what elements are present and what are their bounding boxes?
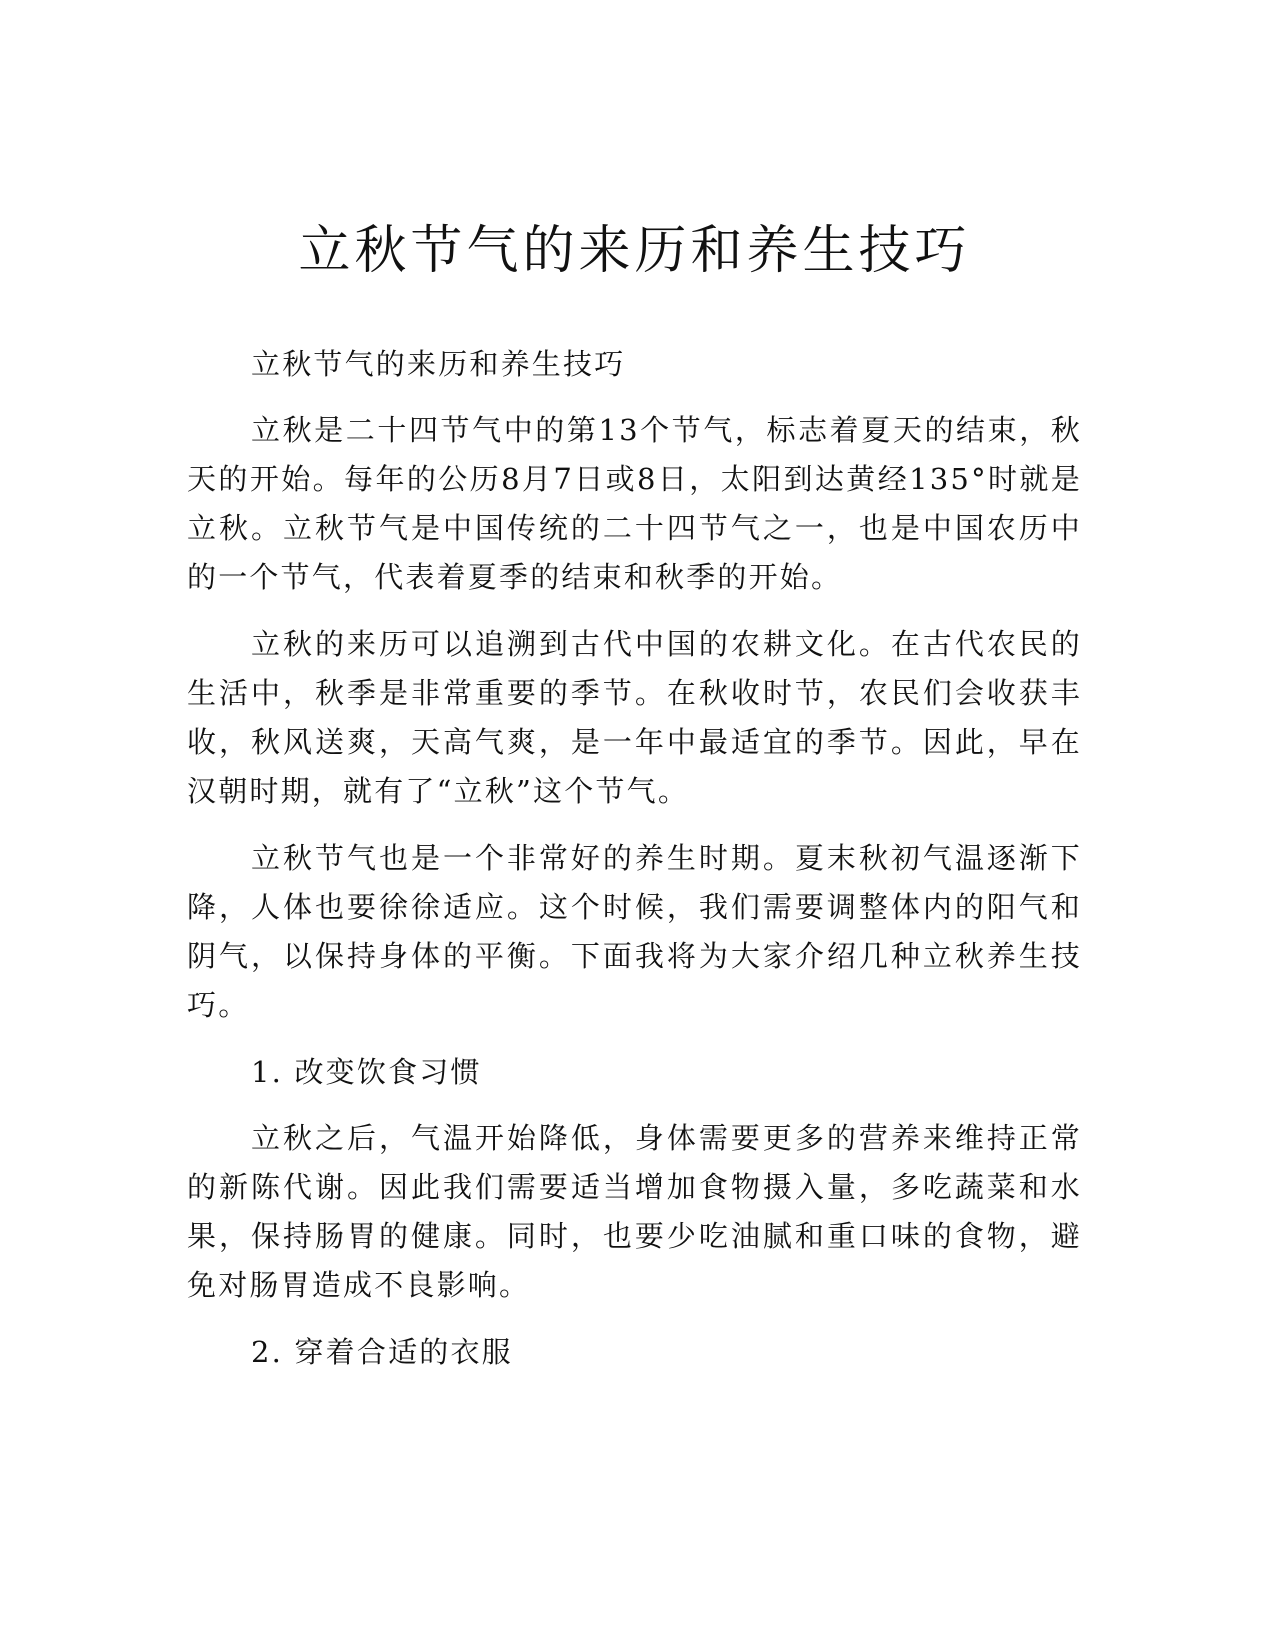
paragraph-origin: 立秋的来历可以追溯到古代中国的农耕文化。在古代农民的生活中，秋季是非常重要的季节。在秋收时节，农民们会收获丰收，秋风送爽，天高气爽，是一年中最适宜的季节。因此，早在汉朝时期，就有了“立秋”这个节气。 [187,627,1082,808]
paragraph-intro: 立秋是二十四节气中的第13个节气，标志着夏天的结束，秋天的开始。每年的公历8月7日或8日，太阳到达黄经135°时就是立秋。立秋节气是中国传统的二十四节气之一，也是中国农历中的一个节气，代表着夏季的结束和秋季的开始。 [187,413,1082,594]
paragraph-health-period: 立秋节气也是一个非常好的养生时期。夏末秋初气温逐渐下降，人体也要徐徐适应。这个时候，我们需要调整体内的阳气和阴气，以保持身体的平衡。下面我将为大家介绍几种立秋养生技巧。 [187,841,1082,1022]
tip-heading-clothing: 2. 穿着合适的衣服 [251,1335,513,1369]
tip-heading-diet: 1. 改变饮食习惯 [251,1055,482,1089]
page-title: 立秋节气的来历和养生技巧 [298,221,971,281]
document-subtitle: 立秋节气的来历和养生技巧 [251,347,626,381]
document-page [187,200,1082,1376]
tip-body-diet: 立秋之后，气温开始降低，身体需要更多的营养来维持正常的新陈代谢。因此我们需要适当增加食物摄入量，多吃蔬菜和水果，保持肠胃的健康。同时，也要少吃油腻和重口味的食物，避免对肠胃造成不良影响。 [187,1121,1082,1302]
